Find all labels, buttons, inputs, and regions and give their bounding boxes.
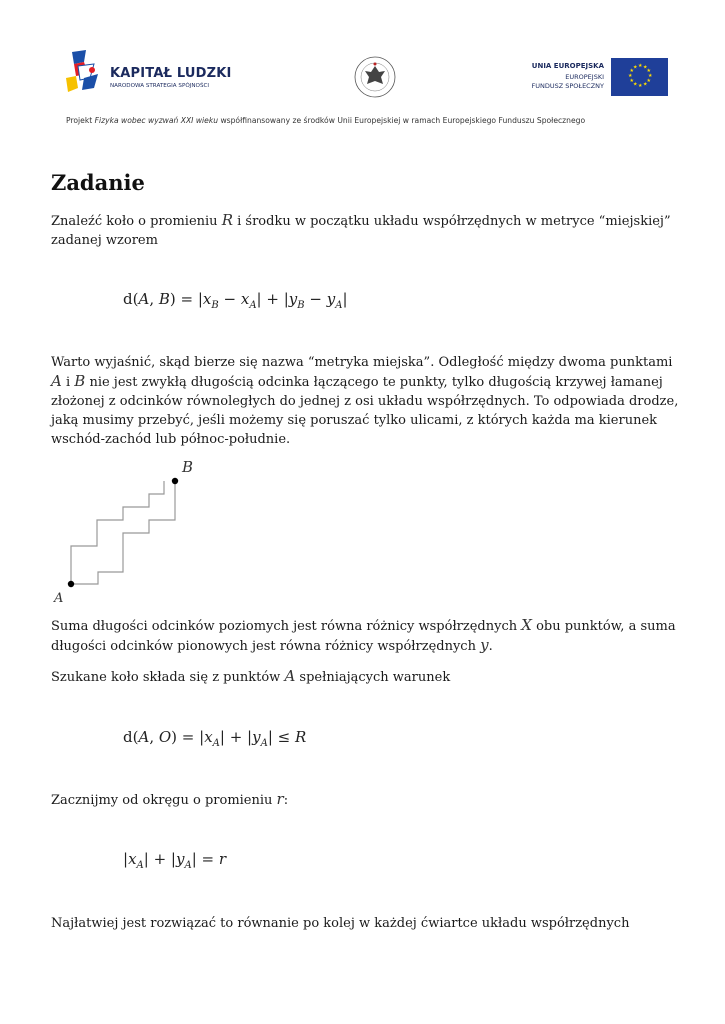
page-header <box>0 0 725 135</box>
p3-math-x: X <box>521 616 532 634</box>
point-a <box>68 581 74 587</box>
svg-text:★: ★ <box>633 64 638 71</box>
kapital-ludzki-subtitle: NARODOWA STRATEGIA SPÓJNOŚCI <box>110 83 210 89</box>
p2-math-a: A <box>51 372 62 390</box>
university-seal-icon <box>353 54 397 100</box>
p4-text-a: Szukane koło składa się z punktów <box>51 670 285 685</box>
p5-math-r: r <box>276 790 284 808</box>
svg-text:★: ★ <box>643 64 648 71</box>
svg-text:★: ★ <box>646 78 651 84</box>
svg-text:★: ★ <box>638 83 643 89</box>
svg-text:★: ★ <box>629 68 634 74</box>
p5-text-b: : <box>283 793 289 808</box>
svg-text:★: ★ <box>633 81 638 88</box>
kapital-ludzki-title: KAPITAŁ LUDZKI <box>110 66 232 81</box>
p2-text-c: nie jest zwykłą długością odcinka łączącego te punkty, tylko długością krzywej łamanej złożonej z odcinków równoległych do jednej z osi układu współrzędnych. To odpowiada drodze, jaką musimy przebyć, jeśli możemy się poruszać tylko ulicami, z których każda ma kierunek wschód-zachód lub północ-południe. <box>51 375 679 447</box>
kapital-ludzki-emblem-icon <box>64 48 108 98</box>
p2-text-b: i <box>61 375 75 390</box>
equation-metric: d(A, $B) = |x_B - x_A| + |y_B - y_A|$ <box>123 290 348 311</box>
project-title: Fizyka wobec wyzwań XXI wieku <box>94 116 219 125</box>
p4-math-a: A <box>284 667 296 685</box>
p3-text-b: obu punktów, a suma długości odcinków pionowych jest równa różnicy współrzędnych <box>51 619 676 654</box>
p1-math-r: R <box>221 211 233 229</box>
svg-text:★: ★ <box>648 73 653 79</box>
label-b: B <box>182 460 194 476</box>
project-banner <box>66 116 585 125</box>
svg-text:★: ★ <box>646 68 651 74</box>
eu-line-2: EUROPEJSKI <box>565 73 604 81</box>
paragraph-condition <box>51 667 681 687</box>
eu-line-1: UNIA EUROPEJSKA <box>531 62 604 70</box>
p2-math-b: B <box>74 372 86 390</box>
svg-text:★: ★ <box>629 78 634 84</box>
project-prefix: Projekt <box>66 116 95 125</box>
paragraph-sums <box>51 616 681 656</box>
p3-math-y: y <box>480 636 489 654</box>
page-title: Zadanie <box>51 170 145 195</box>
project-suffix: współfinansowany ze środków Unii Europejskiej w ramach Europejskiego Funduszu Społecznego <box>218 116 586 125</box>
paragraph-intro <box>51 211 681 250</box>
paragraph-explanation <box>51 353 681 449</box>
p4-text-b: spełniających warunek <box>295 670 451 685</box>
svg-text:★: ★ <box>628 73 633 79</box>
label-a: A <box>54 591 64 605</box>
eu-flag-icon <box>611 58 668 96</box>
equation-disc: d(A, $O) = |x_A| + |y_A| \le R$ <box>123 728 307 749</box>
svg-text:★: ★ <box>643 81 648 88</box>
p1-text-b: i środku w początku układu współrzędnych w metryce “miejskiej” zadanej wzorem <box>51 214 671 248</box>
p2-text-a: Warto wyjaśnić, skąd bierze się nazwa “metryka miejska”. Odległość między dwoma punktami <box>51 355 673 370</box>
eu-line-3: FUNDUSZ SPOŁECZNY <box>531 82 604 90</box>
eu-logo <box>508 56 668 98</box>
svg-text:★: ★ <box>638 63 643 69</box>
manhattan-path-figure <box>50 460 210 605</box>
p3-text-c: . <box>488 639 493 654</box>
p1-text-a: Znaleźć koło o promieniu <box>51 214 222 229</box>
p5-text-a: Zacznijmy od okręgu o promieniu <box>51 793 277 808</box>
paragraph-quadrants: Najłatwiej jest rozwiązać to równanie po kolej w każdej ćwiartce układu współrzędnych <box>51 916 630 931</box>
paragraph-circle <box>51 790 681 810</box>
equation-circle: $|x_A| + |y_A| = r$ <box>123 850 227 871</box>
point-b <box>172 478 178 484</box>
path-upper <box>71 481 164 584</box>
kapital-ludzki-logo <box>64 48 254 98</box>
p3-text-a: Suma długości odcinków poziomych jest równa różnicy współrzędnych <box>51 619 522 634</box>
path-lower <box>71 481 175 584</box>
